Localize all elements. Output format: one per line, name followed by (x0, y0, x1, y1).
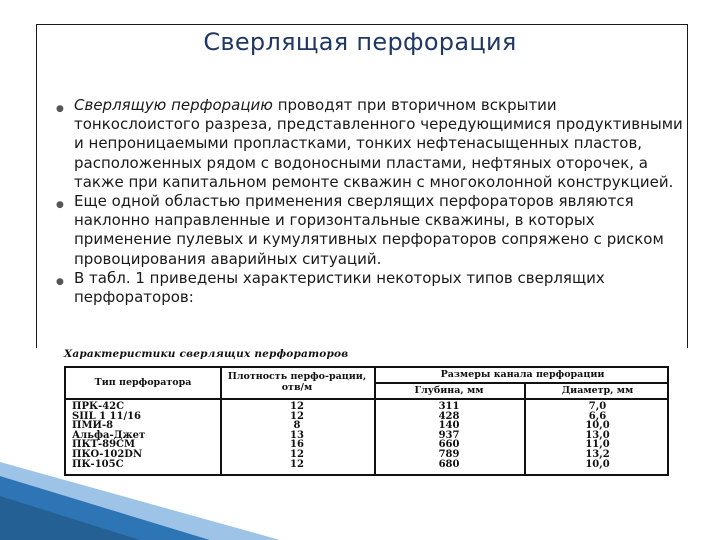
bullet-item (56, 269, 686, 307)
table-cell: 311 (438, 401, 460, 412)
table-cell: ПКТ-89СМ (72, 439, 136, 451)
table-cell: 11,0 (585, 439, 610, 451)
slide-title: Сверлящая перфорация (203, 28, 517, 56)
table-cell: ПКО-102DN (72, 448, 143, 460)
table-cell: 428 (438, 410, 460, 422)
bullet-item (56, 96, 686, 192)
bullet-dot-icon: ● (56, 200, 64, 211)
table-caption: Характеристики сверлящих перфораторов (64, 348, 349, 360)
table-cell: 13,2 (585, 448, 610, 460)
table-cell: 12 (290, 448, 304, 460)
header-density: Плотность перфо-рации, отв/м (227, 371, 367, 393)
bullet-text: Еще одной областью применения сверлящих перфораторов являются наклонно направленные и горизонтальные скважины, в которых применение пулевых и кумулятивных перфораторов сопряжено с риском провоцирования аварийных ситуаций. (74, 192, 664, 268)
table-cell: ПРК-42С (72, 401, 125, 412)
column-depth (374, 402, 524, 469)
table-cell: 680 (438, 458, 460, 470)
bullet-dot-icon: ● (56, 276, 64, 287)
bullet-text: В табл. 1 приведены характеристики некоторых типов сверлящих перфораторов: (74, 268, 605, 307)
table-cell: 12 (290, 410, 304, 422)
header-diameter: Диаметр, мм (561, 385, 634, 396)
table-cell: 7,0 (588, 401, 607, 412)
table-cell: 8 (293, 420, 301, 432)
bullet-lead-italic: Сверлящую перфорацию (74, 96, 273, 114)
table-cell: 10,0 (585, 420, 610, 432)
table-cell: 13,0 (585, 429, 610, 441)
table-cell: 937 (438, 429, 460, 441)
header-depth: Глубина, мм (414, 385, 484, 396)
table-cell: 10,0 (585, 458, 610, 470)
table-cell: 16 (290, 439, 304, 451)
table-cell: SIIL 1 11/16 (72, 410, 142, 422)
table-cell: ПМИ-8 (72, 420, 114, 432)
table-cell: ПК-105С (72, 458, 124, 470)
bullet-list (56, 96, 686, 307)
table-cell: 6,6 (588, 410, 607, 422)
bullet-text: проводят при вторичном вскрытии тонкослоистого разреза, представленного чередующимися продуктивными и непроницаемыми пропластками, тонких нефтенасыщенных пластов, расположенных рядом с водоносными пластами, нефтяных оторочек, а также при капитальном ремонте скважин с многоколонной конструкцией. (74, 96, 683, 191)
table-cell: 13 (290, 429, 304, 441)
table-cell: 12 (290, 458, 304, 470)
table-cell: 789 (438, 448, 460, 460)
header-channel: Размеры канала перфорации (440, 369, 605, 380)
column-diameter (524, 402, 671, 469)
bullet-dot-icon: ● (56, 104, 64, 114)
header-type: Тип перфоратора (94, 377, 192, 388)
bullet-item (56, 192, 686, 269)
table-cell: Альфа-Джет (72, 429, 146, 441)
table-cell: 140 (438, 420, 460, 432)
table-cell: 12 (290, 401, 304, 412)
table-cell: 660 (438, 439, 460, 451)
decorative-corner-shape (0, 440, 280, 540)
